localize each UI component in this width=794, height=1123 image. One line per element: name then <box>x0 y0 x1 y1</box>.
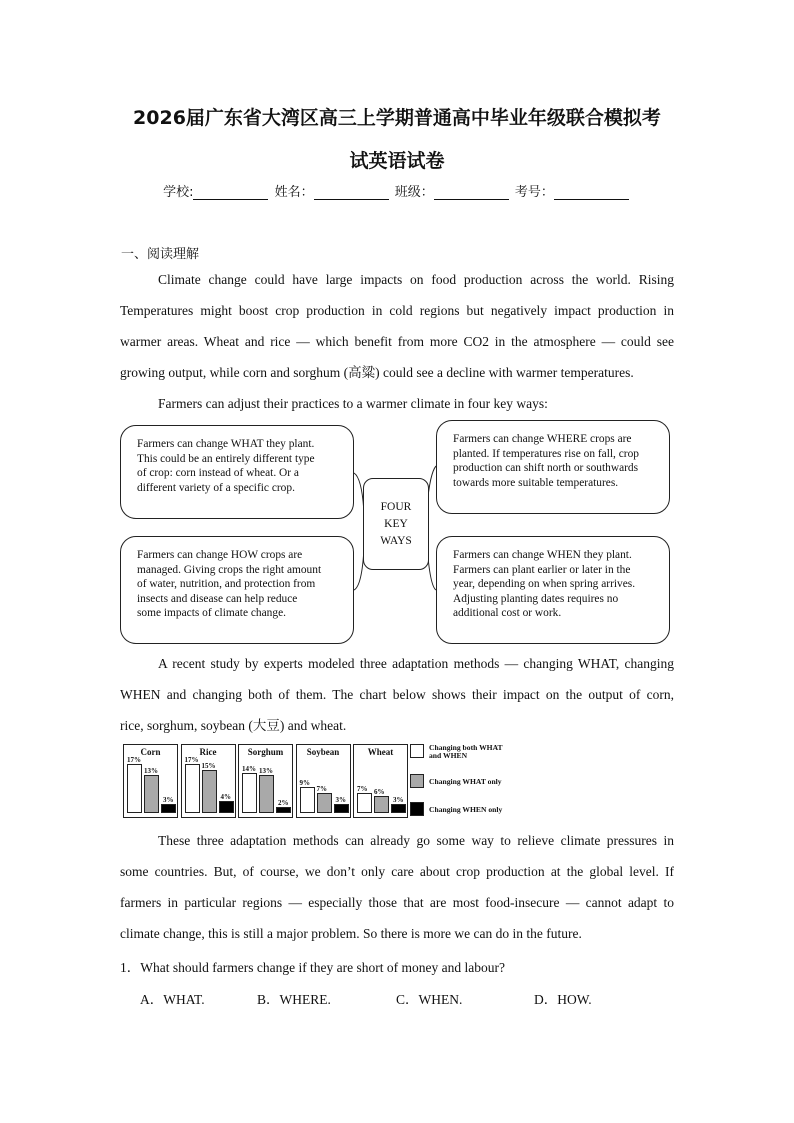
bar-label-both-sorghum: 14% <box>242 764 256 773</box>
exam-number-blank[interactable] <box>554 186 629 200</box>
legend-label-when: Changing WHEN only <box>429 805 503 814</box>
paragraph-4-line: These three adaptation methods can already go some way to relieve climate pressures in <box>158 833 674 848</box>
bar-when-sorghum <box>276 807 291 813</box>
bar-label-what-corn: 13% <box>144 767 158 776</box>
bar-label-both-corn: 17% <box>127 755 141 764</box>
paragraph-2-line: Farmers can adjust their practices to a warmer climate in four key ways: <box>158 396 548 411</box>
when-line: Adjusting planting dates requires no <box>453 592 619 605</box>
paragraph-1-line: warmer areas. Wheat and rice — which benefit from more CO2 in the atmosphere — could see <box>120 334 674 349</box>
how-line: some impacts of climate change. <box>137 607 286 619</box>
bar-label-when-sorghum: 2% <box>278 799 289 808</box>
bar-label-both-rice: 17% <box>184 755 199 764</box>
paragraph-3-line: rice, sorghum, soybean (大豆) and wheat. <box>120 718 347 733</box>
question-1: 1．What should farmers change if they are short of money and labour? <box>120 960 505 975</box>
legend-item-when <box>410 802 530 816</box>
bar-label-both-soybean: 9% <box>299 779 310 787</box>
bar-what-corn <box>144 775 159 813</box>
title-line-1: 2026届广东省大湾区高三上学期普通高中毕业年级联合模拟考 <box>133 107 661 129</box>
bar-what-rice <box>202 770 217 813</box>
paragraph-1-line: Climate change could have large impacts on food production across the world. Rising <box>158 272 674 287</box>
bar-both-rice <box>185 764 200 813</box>
bar-when-rice <box>219 801 234 813</box>
four-key-ways-diagram <box>118 418 674 650</box>
how-line: Farmers can change HOW crops are <box>137 549 303 561</box>
bar-label-what-wheat: 6% <box>374 787 385 796</box>
what-box <box>120 425 354 519</box>
bar-label-both-wheat: 7% <box>357 784 368 793</box>
where-line: planted. If temperatures rise on fall, crop <box>453 447 639 460</box>
bar-when-corn <box>161 804 176 813</box>
legend-label-both: Changing both WHAT and WHEN <box>429 743 503 760</box>
paragraph-4-line: some countries. But, of course, we don’t only care about crop production at the global level. If <box>120 864 674 879</box>
what-line: This could be an entirely different type <box>137 452 315 465</box>
bar-label-when-wheat: 3% <box>393 796 404 805</box>
chart-panel-rice <box>181 744 236 818</box>
paragraph-3 <box>120 648 674 741</box>
paragraph-3-line: WHEN and changing both of them. The chart below shows their impact on the output of corn, <box>120 687 674 702</box>
bar-label-when-soybean: 3% <box>335 796 346 805</box>
bar-label-when-corn: 3% <box>163 796 174 805</box>
chart-legend <box>410 742 530 818</box>
bar-both-sorghum <box>242 773 257 813</box>
name-blank[interactable] <box>314 186 389 200</box>
bar-both-soybean <box>300 787 315 813</box>
bar-what-sorghum <box>259 775 274 813</box>
option-c[interactable]: C．WHEN. <box>396 992 463 1007</box>
legend-item-both <box>410 744 530 758</box>
bar-both-corn <box>127 764 142 813</box>
class-label: 班级： <box>394 185 434 200</box>
legend-swatch-when <box>410 802 424 816</box>
option-a[interactable]: A．WHAT. <box>140 992 205 1007</box>
paragraph-1-line: growing output, while corn and sorghum (高粱) could see a decline with warmer temperatures. <box>120 365 634 380</box>
paragraph-1 <box>120 264 674 388</box>
four-key-ways-center <box>363 478 429 570</box>
bar-when-soybean <box>334 804 349 813</box>
bar-label-when-rice: 4% <box>220 793 231 802</box>
school-label: 学校: <box>163 185 194 200</box>
paragraph-3-line: A recent study by experts modeled three adaptation methods — changing WHAT, changing <box>158 656 674 671</box>
when-line: Farmers can change WHEN they plant. <box>453 549 632 561</box>
how-line: managed. Giving crops the right amount <box>137 563 322 576</box>
bar-when-wheat <box>391 804 406 813</box>
bar-both-wheat <box>357 793 372 813</box>
panel-title: Soybean <box>306 747 340 757</box>
paragraph-4-line: farmers in particular regions — especially those that are most food-insecure — cannot adapt to <box>120 895 674 910</box>
when-line: year, depending on when spring arrives. <box>453 578 636 590</box>
panel-title: Rice <box>199 747 217 757</box>
option-b[interactable]: B．WHERE. <box>257 992 331 1007</box>
center-line: WAYS <box>380 534 412 547</box>
bar-label-what-soybean: 7% <box>316 784 327 793</box>
legend-item-what <box>410 774 530 788</box>
section-heading: 一、阅读理解 <box>121 247 200 262</box>
paragraph-2 <box>120 388 674 419</box>
crop-output-chart <box>123 740 523 820</box>
bar-what-wheat <box>374 796 389 813</box>
when-line: additional cost or work. <box>453 607 562 619</box>
how-line: of water, nutrition, and protection from <box>137 578 316 590</box>
where-box <box>436 420 670 514</box>
legend-swatch-what <box>410 774 424 788</box>
chart-panel-sorghum <box>238 744 293 818</box>
panel-title: Corn <box>140 747 161 757</box>
what-line: of crop: corn instead of wheat. Or a <box>137 467 299 479</box>
chart-panel-soybean <box>296 744 351 818</box>
chart-panel-corn <box>123 744 178 818</box>
legend-swatch-both <box>410 744 424 758</box>
where-line: Farmers can change WHERE crops are <box>453 433 632 445</box>
what-line: different variety of a specific crop. <box>137 481 295 494</box>
bar-label-what-sorghum: 13% <box>259 767 273 776</box>
title-line-2: 试英语试卷 <box>349 150 445 172</box>
panel-title: Wheat <box>367 747 394 757</box>
paragraph-4-line: climate change, this is still a major problem. So there is more we can do in the future. <box>120 926 582 941</box>
where-line: towards more suitable temperatures. <box>453 476 619 489</box>
name-label: 姓名： <box>274 185 314 200</box>
school-blank[interactable] <box>193 186 268 200</box>
option-d[interactable]: D．HOW. <box>534 992 592 1007</box>
when-box <box>436 536 670 644</box>
paragraph-4 <box>120 825 674 949</box>
panel-title: Sorghum <box>247 747 284 757</box>
student-info-row <box>0 181 794 200</box>
what-line: Farmers can change WHAT they plant. <box>137 438 315 450</box>
center-line: KEY <box>384 517 408 530</box>
paragraph-1-line: Temperatures might boost crop production in cold regions but negatively impact production in <box>120 303 674 318</box>
chart-panel-wheat <box>353 744 408 818</box>
how-box <box>120 536 354 644</box>
where-line: production can shift north or southwards <box>453 462 639 474</box>
when-line: Farmers can plant earlier or later in the <box>453 563 631 576</box>
how-line: insects and disease can help reduce <box>137 592 298 605</box>
bar-what-soybean <box>317 793 332 813</box>
bar-label-what-rice: 15% <box>201 761 216 770</box>
center-line: FOUR <box>380 500 412 513</box>
exam-number-label: 考号： <box>514 185 554 200</box>
class-blank[interactable] <box>434 186 509 200</box>
legend-label-what: Changing WHAT only <box>429 777 502 786</box>
